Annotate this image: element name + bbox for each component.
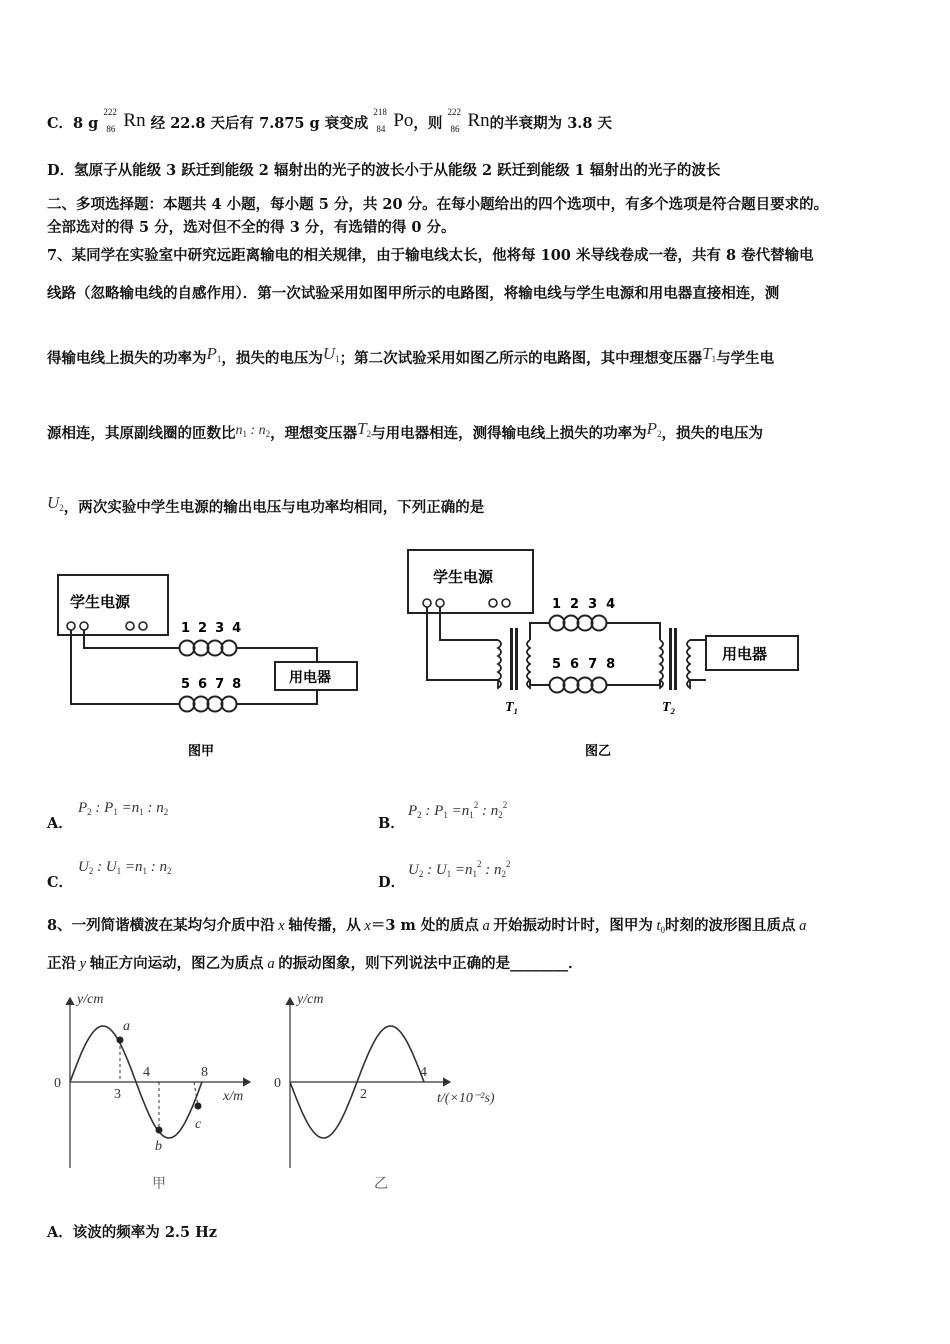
point-c	[195, 1103, 202, 1110]
graph-jia-caption: 甲	[152, 1176, 166, 1192]
q7-line5: $U_2$，两次实验中学生电源的输出电压与电功率均相同，下列正确的是	[47, 493, 485, 516]
figure-jia-caption: 图甲	[188, 744, 215, 759]
graph-yi	[274, 992, 495, 1192]
point-b	[156, 1127, 163, 1134]
graph-yi-xlabel: t/(×10⁻²s)	[437, 1091, 495, 1106]
power-supply-label: 学生电源	[433, 568, 494, 586]
graph-jia	[54, 992, 250, 1192]
q7-line1: 7、某同学在实验室中研究远距离输电的相关规律，由于输电线太长，他将每 100 米导线卷成一卷，共有 8 卷代替输电	[47, 247, 814, 264]
power-supply-label: 学生电源	[70, 593, 131, 611]
point-a	[117, 1037, 124, 1044]
t2-label: T₂	[662, 700, 676, 715]
q8-line2: 正沿 y 轴正方向运动，图乙为质点 a 的振动图象，则下列说法中正确的是________．	[47, 955, 583, 972]
svg-text:1234: 1 2 3 4	[552, 597, 616, 612]
polonium-nuclide: 218 84 Po	[373, 107, 414, 134]
svg-text:c: c	[195, 1117, 202, 1132]
q7-option-d[interactable]: D．	[378, 874, 406, 891]
q7-option-d-formula: $U_2$ : $U_1 =n_1^2$ : $n_2^2$	[408, 859, 511, 879]
svg-text:8: 8	[201, 1065, 208, 1080]
svg-text:4: 4	[143, 1065, 150, 1080]
graph-yi-ylabel: y/cm	[297, 992, 324, 1007]
q7-line3: 得输电线上损失的功率为$P_1$，损失的电压为$U_1$；第二次试验采用如图乙所示的电路图，其中理想变压器$T_1$与学生电	[47, 344, 775, 367]
q7-option-c[interactable]: C．	[47, 874, 74, 891]
svg-text:3: 3	[114, 1087, 121, 1102]
load-label: 用电器	[289, 670, 331, 686]
q8-option-a[interactable]: A．该波的频率为 2.5 Hz	[47, 1224, 218, 1241]
q8-line1: 8、一列简谐横波在某均匀介质中沿 x 轴传播，从 x＝3 m 处的质点 a 开始振动时计时，图甲为 $t_0$时刻的波形图且质点 a	[47, 917, 807, 935]
prev-option-d: D．氢原子从能级 3 跃迁到能级 2 辐射出的光子的波长小于从能级 2 跃迁到能级 1 辐射出的光子的波长	[47, 162, 721, 179]
svg-text:a: a	[123, 1019, 130, 1034]
graph-jia-xlabel: x/m	[223, 1089, 244, 1104]
section-scoring: 全部选对的得 5 分，选对但不全的得 3 分，有选错的得 0 分。	[47, 219, 456, 236]
q7-option-b[interactable]: B．	[378, 815, 405, 832]
svg-text:4: 4	[420, 1065, 427, 1080]
section-heading: 二、多项选择题：本题共 4 小题，每小题 5 分，共 20 分。在每小题给出的四个选项中，有多个选项是符合题目要求的。	[47, 196, 829, 213]
q7-line2: 线路（忽略输电线的自感作用）．第一次试验采用如图甲所示的电路图，将输电线与学生电源和用电器直接相连，测	[47, 285, 780, 302]
bottom-coil-labels: 5 6 7 8	[181, 677, 242, 692]
graph-yi-origin: 0	[274, 1076, 281, 1091]
svg-text:b: b	[155, 1139, 162, 1154]
graph-yi-caption: 乙	[374, 1176, 388, 1192]
graph-jia-ylabel: y/cm	[77, 992, 104, 1007]
q7-option-a[interactable]: A．	[47, 815, 73, 832]
q7-option-a-formula: $P_2$ : $P_1 =n_1$ : $n_2$	[78, 800, 169, 817]
graph-jia-origin: 0	[54, 1076, 61, 1091]
figure-yi-caption: 图乙	[585, 744, 612, 759]
radon-nuclide: 222 86 Rn	[103, 107, 146, 134]
q7-option-c-formula: $U_2$ : $U_1 =n_1$ : $n_2$	[78, 859, 172, 876]
svg-text:5678: 5 6 7 8	[552, 657, 616, 672]
radon-nuclide: 222 86 Rn	[447, 107, 490, 134]
top-coil-labels: 1 2 3 4	[181, 621, 242, 636]
load-label: 用电器	[722, 645, 768, 663]
q7-line4: 源相连，其原副线圈的匝数比$n_1$ : $n_2$，理想变压器$T_2$与用电器相连，测得输电线上损失的功率为$P_2$，损失的电压为	[47, 419, 764, 442]
svg-text:2: 2	[360, 1087, 367, 1102]
q7-option-b-formula: $P_2$ : $P_1 =n_1^2$ : $n_2^2$	[408, 800, 508, 820]
t1-label: T₁	[505, 700, 519, 715]
prev-option-c: C．8 g 222 86 Rn 经 22.8 天后有 7.875 g 衰变成 218 84 Po，则 222 86 Rn的半衰期为 3.8 天	[47, 107, 612, 134]
